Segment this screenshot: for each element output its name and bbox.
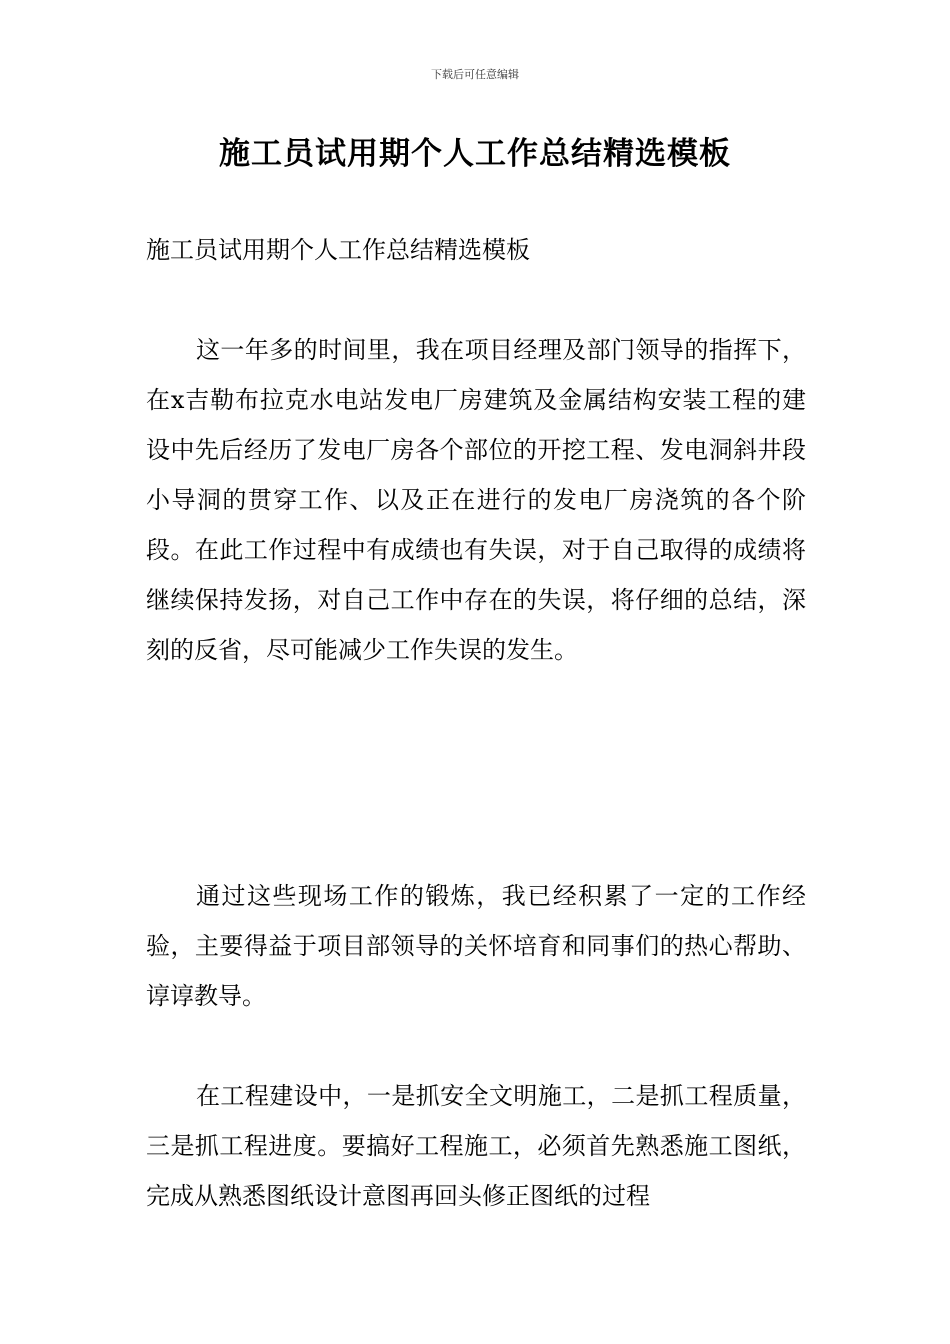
header-note: 下载后可任意编辑 [431,68,519,81]
paragraph-1: 这一年多的时间里，我在项目经理及部门领导的指挥下，在x吉勒布拉克水电站发电厂房建筑及金属结构安装工程的建设中先后经历了发电厂房各个部位的开挖工程、发电洞斜井段小导洞的贯穿工作、以及正在进行的发电厂房浇筑的各个阶段。在此工作过程中有成绩也有失误，对于自己取得的成绩将继续保持发扬，对自己工作中存在的失误，将仔细的总结，深刻的反省，尽可能减少工作失误的发生。 [146,336,806,664]
paragraph-2: 通过这些现场工作的锻炼，我已经积累了一定的工作经验，主要得益于项目部领导的关怀培育和同事们的热心帮助、谆谆教导。 [146,882,806,1010]
document-title: 施工员试用期个人工作总结精选模板 [219,136,731,172]
document-subtitle: 施工员试用期个人工作总结精选模板 [146,236,530,264]
paragraph-3: 在工程建设中，一是抓安全文明施工，二是抓工程质量，三是抓工程进度。要搞好工程施工，必须首先熟悉施工图纸，完成从熟悉图纸设计意图再回头修正图纸的过程 [146,1082,806,1210]
